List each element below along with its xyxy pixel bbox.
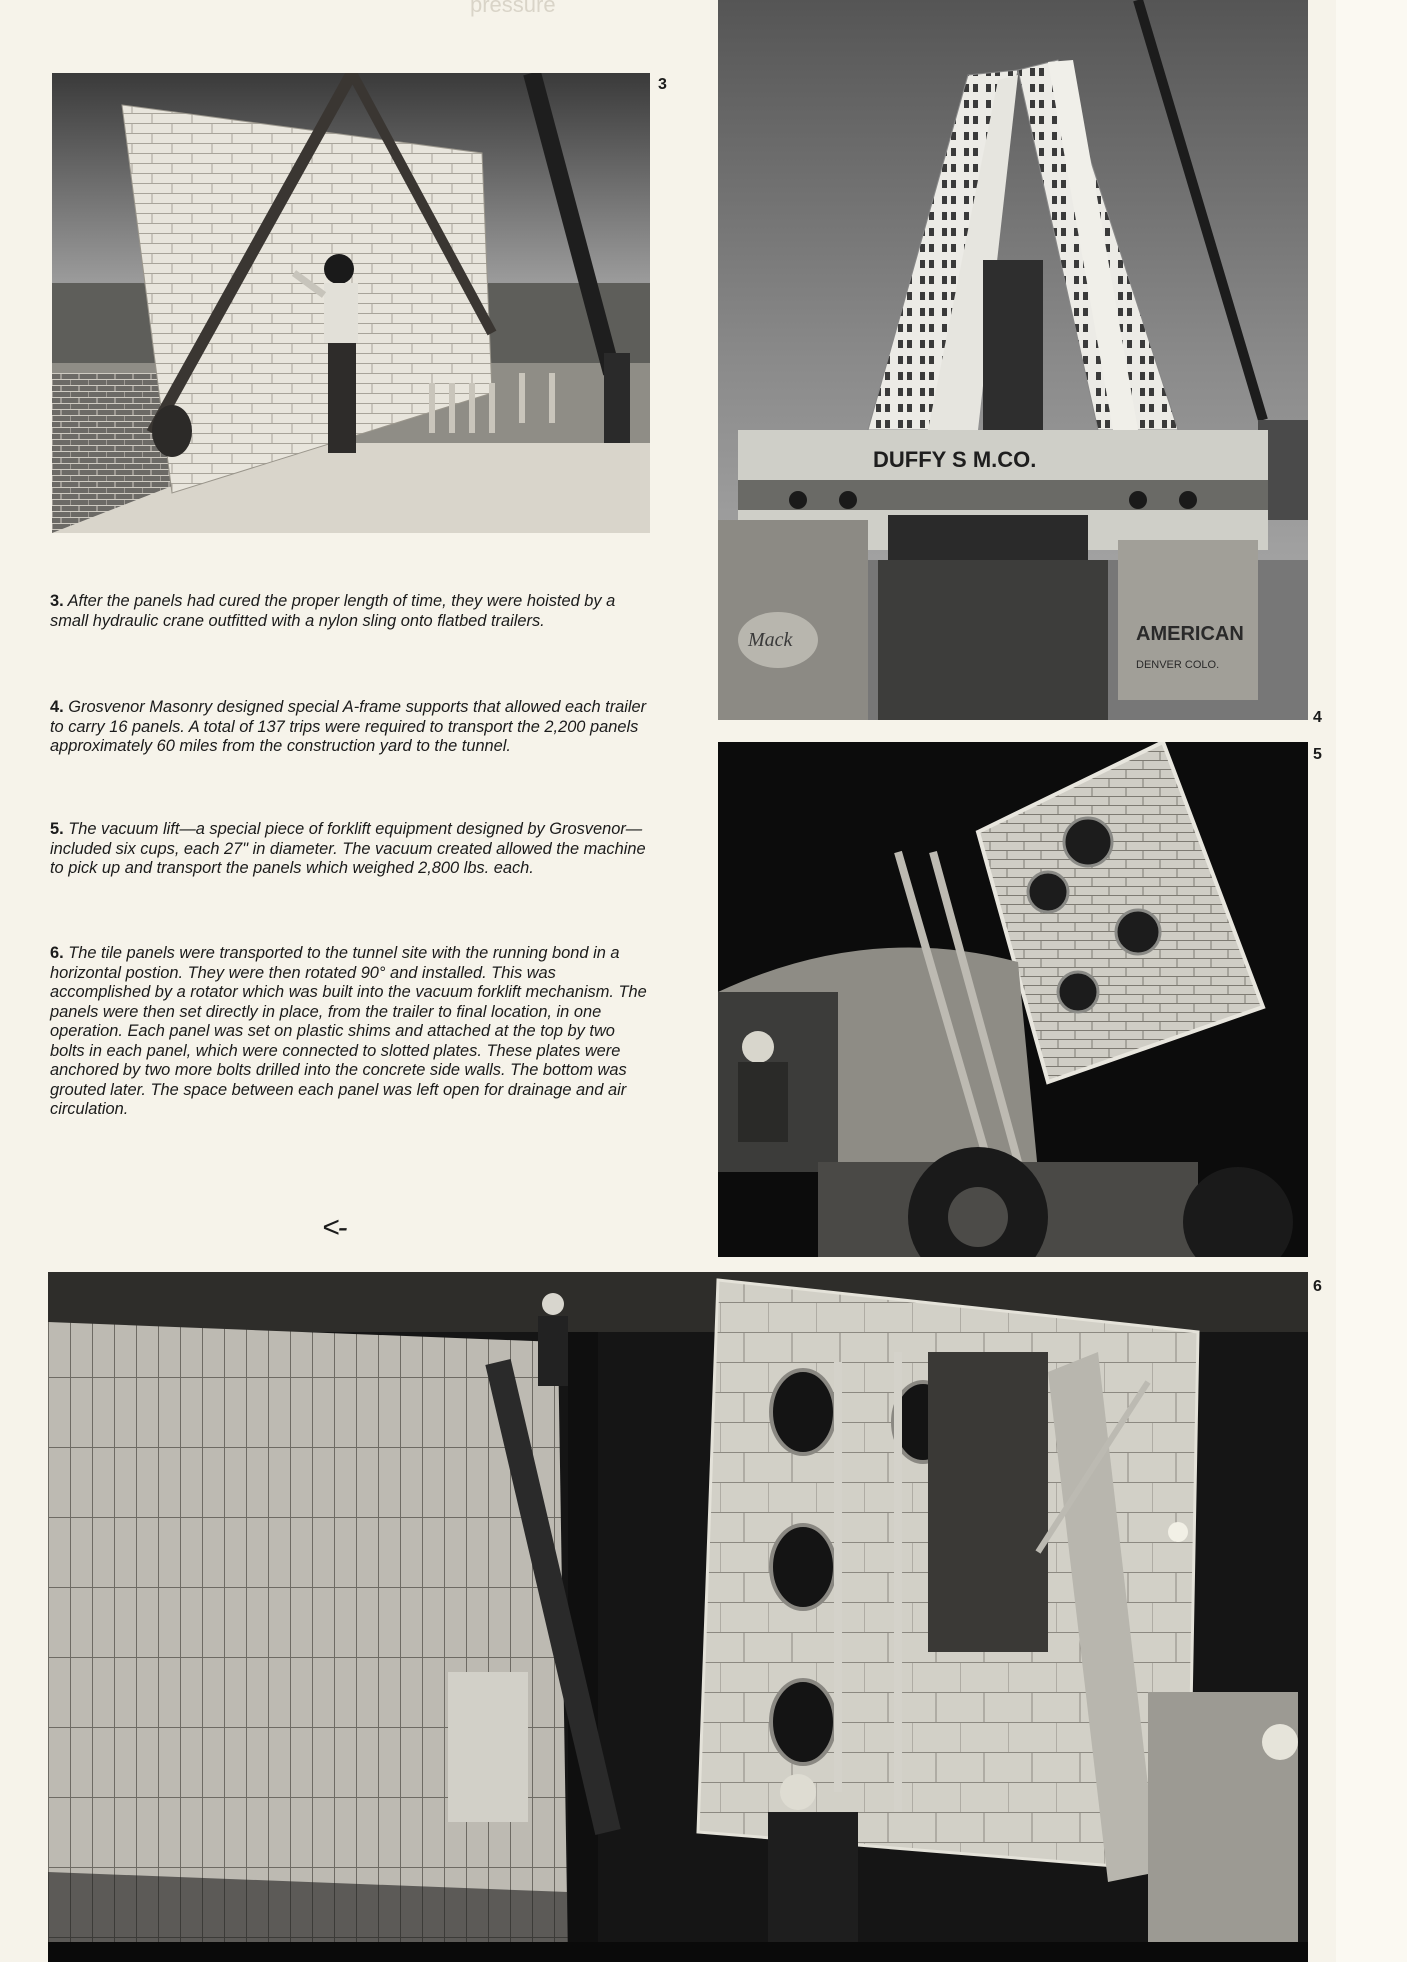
photo-5	[718, 742, 1308, 1257]
flatbed-trailer-a-frame-photo	[718, 0, 1308, 720]
vacuum-lift-forklift-photo	[718, 742, 1308, 1257]
caption-3: 3. After the panels had cured the proper length of time, they were hoisted by a small hydraulic crane outfitted with a nylon sling onto flatbed trailers.	[50, 592, 616, 630]
caption-6: 6. The tile panels were transported to the tunnel site with the running bond in a horizontal postion. They were then rotated 90° and installed. This was accomplished by a rotator which was built into the vacuum forklift mechanism. The panels were then set directly in place, from the trailer to final location, in one operation. Each panel was set on plastic shims and attached at the top by two bolts in each panel, which were connected to slotted plates. These plates were anchored by two more bolts drilled into the concrete side walls. The bottom was grouted later. The space between each panel was left open for drainage and air circulation.	[50, 944, 647, 1118]
mudflap-sign: AMERICAN	[1136, 623, 1244, 645]
figure-3-number: 3	[658, 76, 667, 93]
figure-5-number: 5	[1313, 746, 1322, 763]
mack-logo: Mack	[748, 629, 793, 651]
page-margin	[1336, 0, 1407, 1962]
caption-5: 5. The vacuum lift—a special piece of forklift equipment designed by Grosvenor—included six cups, each 27" in diameter. The vacuum created allowed the machine to pick up and transport the panels which weighed 2,800 lbs. each.	[50, 820, 646, 877]
truck-sign: DUFFY S M.CO.	[873, 447, 1037, 472]
figure-6-number: 6	[1313, 1278, 1322, 1295]
arrow-mark: <-	[322, 1211, 346, 1244]
figure-4-number: 4	[1313, 709, 1322, 726]
photo-4	[718, 0, 1308, 720]
bleed-through-header: pressure	[470, 0, 556, 17]
mudflap-subtext: DENVER COLO.	[1136, 659, 1220, 671]
caption-4: 4. Grosvenor Masonry designed special A-frame supports that allowed each trailer to carry 16 panels. A total of 137 trips were required to transport the 2,200 panels approximately 60 miles from the construction yard to the tunnel.	[50, 698, 647, 755]
photo-3	[52, 73, 650, 533]
crane-lifting-tile-panel-photo	[52, 73, 650, 533]
tunnel-panel-installation-photo	[48, 1272, 1308, 1962]
photo-6	[48, 1272, 1308, 1962]
